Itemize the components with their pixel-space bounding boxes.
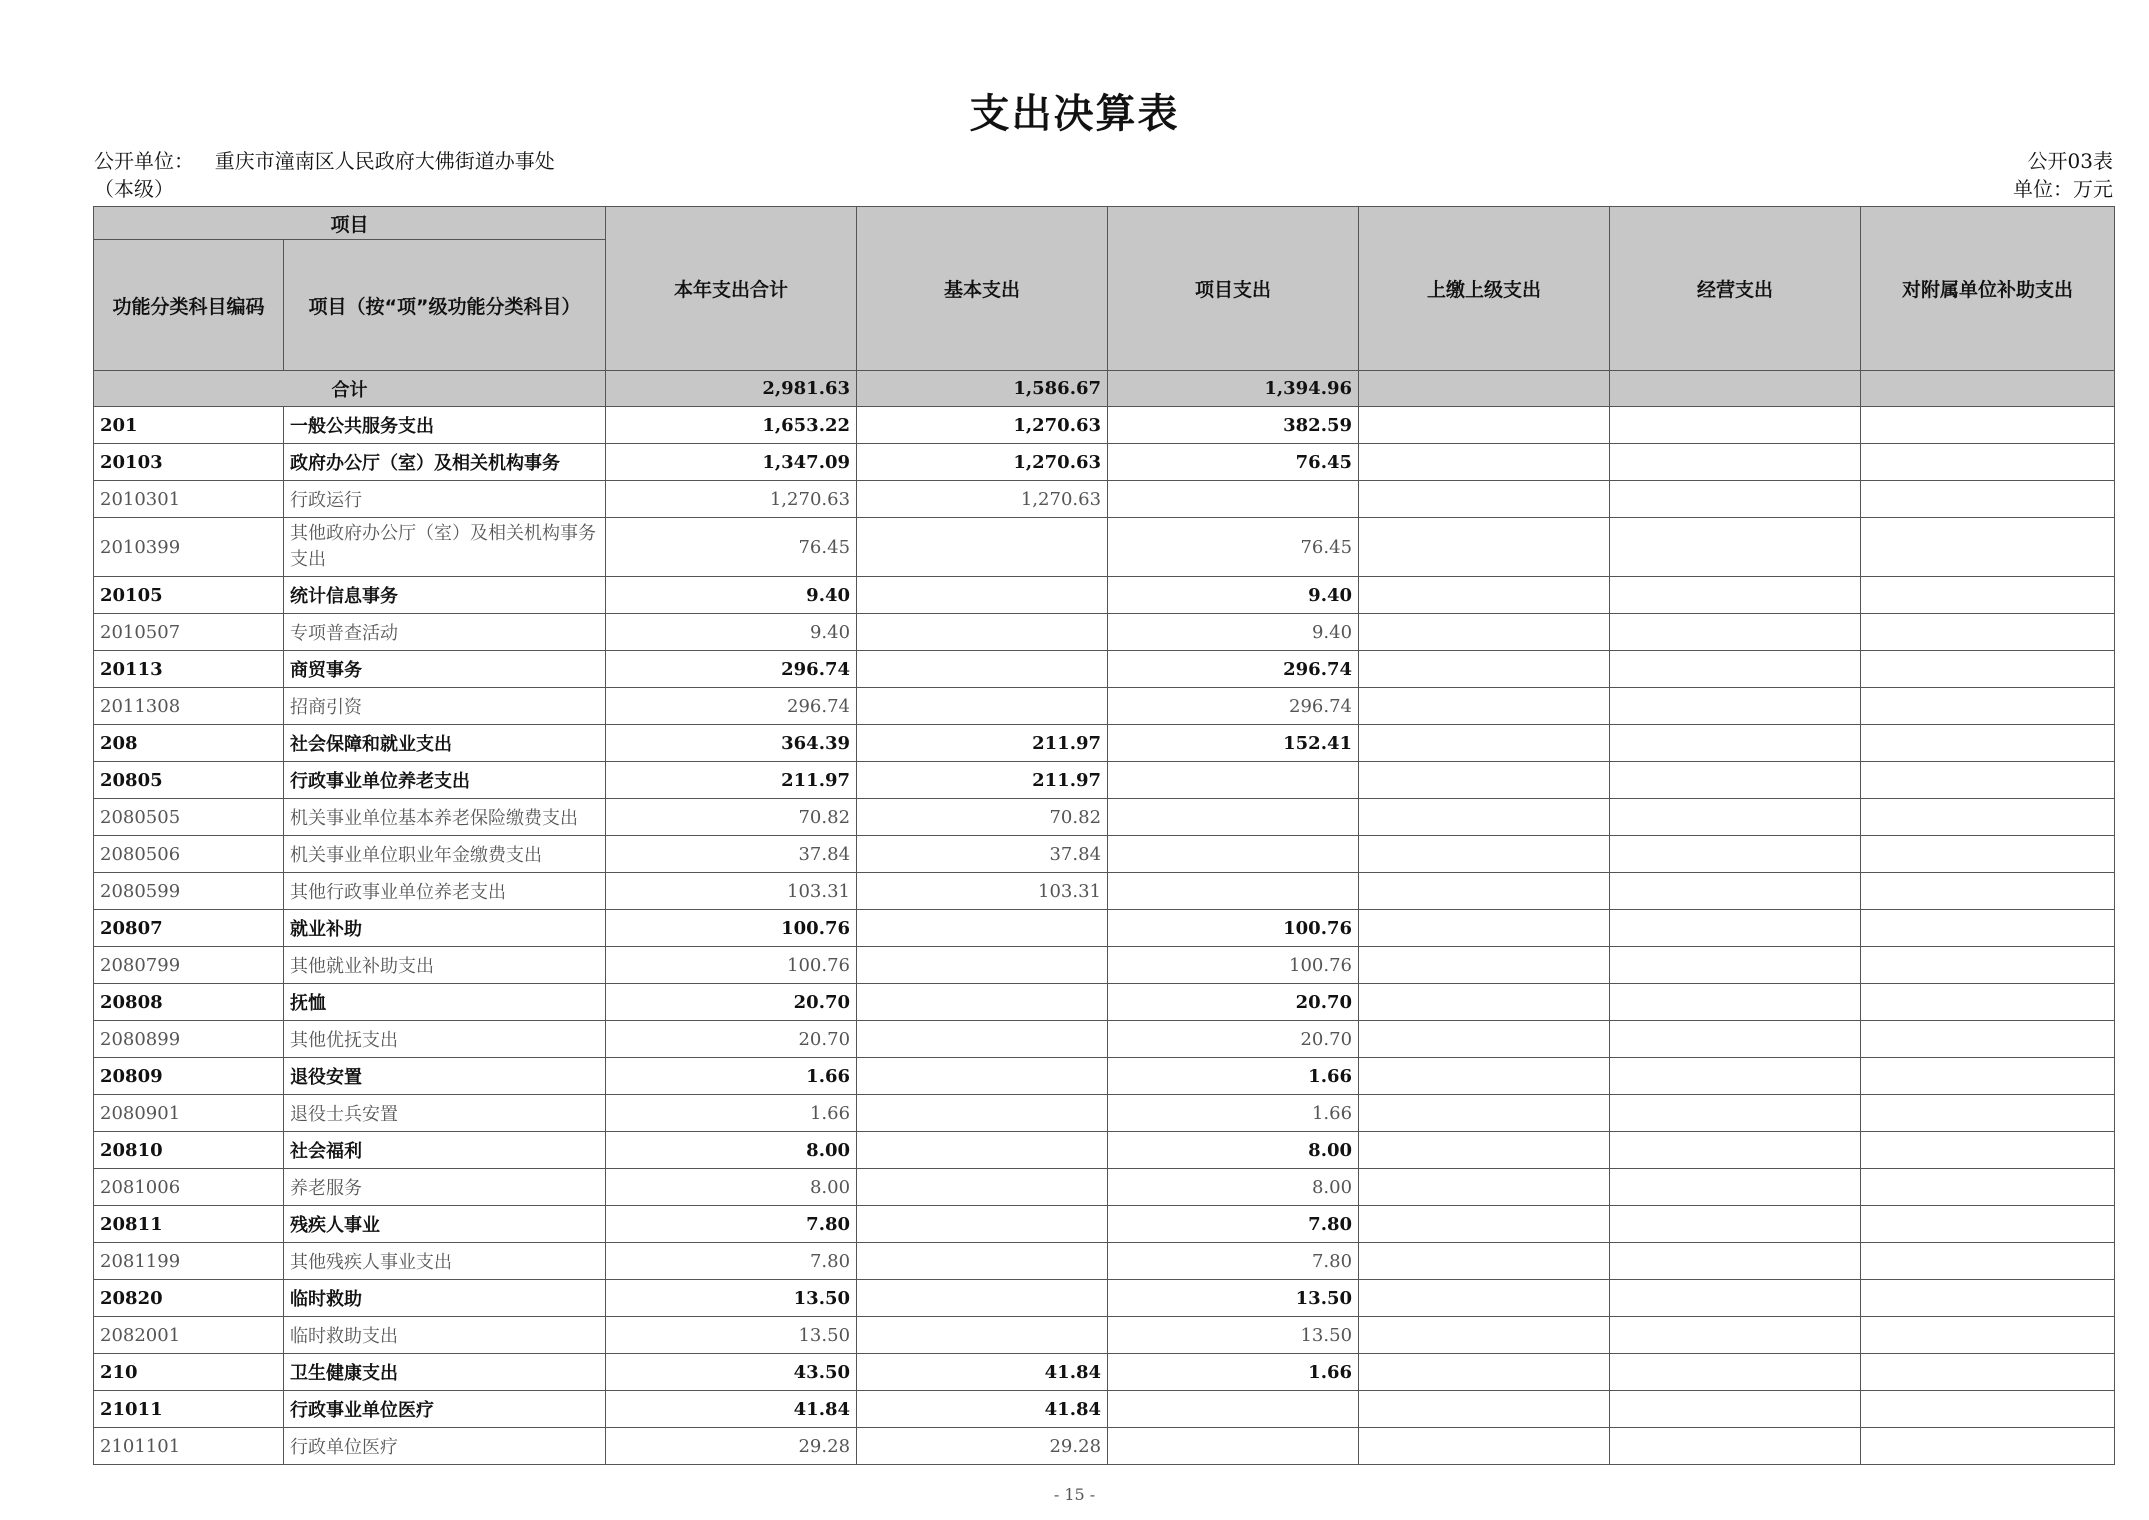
row-basic: 1,270.63 — [857, 481, 1108, 518]
row-subsidy — [1861, 725, 2115, 762]
table-row — [94, 1169, 2115, 1206]
row-business — [1610, 407, 1861, 444]
row-basic — [857, 1206, 1108, 1243]
row-business — [1610, 1058, 1861, 1095]
row-basic — [857, 1280, 1108, 1317]
row-basic — [857, 984, 1108, 1021]
row-basic — [857, 1243, 1108, 1280]
row-name: 一般公共服务支出 — [284, 407, 606, 444]
row-total: 43.50 — [606, 1354, 857, 1391]
row-subsidy — [1861, 1243, 2115, 1280]
row-upper — [1359, 651, 1610, 688]
table-row — [94, 481, 2115, 518]
row-code: 2010301 — [94, 481, 284, 518]
row-subsidy — [1861, 799, 2115, 836]
row-subsidy — [1861, 577, 2115, 614]
row-subsidy — [1861, 651, 2115, 688]
row-code: 21011 — [94, 1391, 284, 1428]
row-subsidy — [1861, 1391, 2115, 1428]
table-row — [94, 577, 2115, 614]
row-name: 行政单位医疗 — [284, 1428, 606, 1465]
row-upper — [1359, 1391, 1610, 1428]
table-meta — [2013, 147, 2113, 203]
row-upper — [1359, 1354, 1610, 1391]
row-subsidy — [1861, 947, 2115, 984]
row-upper — [1359, 1280, 1610, 1317]
row-code: 20807 — [94, 910, 284, 947]
table-row — [94, 1391, 2115, 1428]
row-name: 其他就业补助支出 — [284, 947, 606, 984]
row-basic — [857, 1095, 1108, 1132]
row-name: 其他政府办公厅（室）及相关机构事务支出 — [284, 518, 606, 577]
row-code: 20113 — [94, 651, 284, 688]
row-basic: 70.82 — [857, 799, 1108, 836]
row-basic — [857, 1317, 1108, 1354]
row-total: 9.40 — [606, 614, 857, 651]
row-total: 100.76 — [606, 910, 857, 947]
row-code: 20820 — [94, 1280, 284, 1317]
row-project: 13.50 — [1108, 1280, 1359, 1317]
row-upper — [1359, 910, 1610, 947]
row-project: 382.59 — [1108, 407, 1359, 444]
header-total: 本年支出合计 — [606, 207, 857, 371]
unit-level: （本级） — [94, 177, 174, 201]
row-business — [1610, 984, 1861, 1021]
row-total: 100.76 — [606, 947, 857, 984]
row-upper — [1359, 762, 1610, 799]
row-total: 13.50 — [606, 1280, 857, 1317]
table-row — [94, 1243, 2115, 1280]
row-project: 296.74 — [1108, 688, 1359, 725]
row-basic — [857, 518, 1108, 577]
row-business — [1610, 799, 1861, 836]
header-name: 项目（按“项”级功能分类科目） — [284, 240, 606, 371]
row-business — [1610, 947, 1861, 984]
row-basic — [857, 1169, 1108, 1206]
row-basic — [857, 1058, 1108, 1095]
row-upper — [1359, 407, 1610, 444]
row-total: 1,270.63 — [606, 481, 857, 518]
row-total: 1.66 — [606, 1058, 857, 1095]
row-total: 296.74 — [606, 651, 857, 688]
row-code: 208 — [94, 725, 284, 762]
row-code: 20805 — [94, 762, 284, 799]
row-name: 行政事业单位养老支出 — [284, 762, 606, 799]
row-name: 行政事业单位医疗 — [284, 1391, 606, 1428]
row-subsidy — [1861, 762, 2115, 799]
row-project: 100.76 — [1108, 910, 1359, 947]
sum-basic: 1,586.67 — [857, 371, 1108, 407]
row-subsidy — [1861, 481, 2115, 518]
table-row — [94, 873, 2115, 910]
row-code: 20105 — [94, 577, 284, 614]
row-total: 41.84 — [606, 1391, 857, 1428]
row-total: 211.97 — [606, 762, 857, 799]
row-name: 临时救助支出 — [284, 1317, 606, 1354]
table-row — [94, 1354, 2115, 1391]
sum-project: 1,394.96 — [1108, 371, 1359, 407]
row-basic — [857, 1132, 1108, 1169]
row-upper — [1359, 1058, 1610, 1095]
header-project: 项目 — [94, 207, 606, 240]
row-name: 养老服务 — [284, 1169, 606, 1206]
row-project: 7.80 — [1108, 1206, 1359, 1243]
row-subsidy — [1861, 910, 2115, 947]
row-upper — [1359, 947, 1610, 984]
row-basic — [857, 947, 1108, 984]
row-total: 7.80 — [606, 1206, 857, 1243]
row-upper — [1359, 1132, 1610, 1169]
row-subsidy — [1861, 873, 2115, 910]
table-row — [94, 1021, 2115, 1058]
row-upper — [1359, 799, 1610, 836]
row-project — [1108, 799, 1359, 836]
row-upper — [1359, 577, 1610, 614]
row-business — [1610, 1428, 1861, 1465]
row-name: 退役士兵安置 — [284, 1095, 606, 1132]
table-body — [94, 371, 2115, 1465]
row-upper — [1359, 481, 1610, 518]
row-project: 296.74 — [1108, 651, 1359, 688]
table-row — [94, 688, 2115, 725]
row-subsidy — [1861, 1132, 2115, 1169]
row-basic: 1,270.63 — [857, 444, 1108, 481]
row-basic: 29.28 — [857, 1428, 1108, 1465]
row-name: 社会福利 — [284, 1132, 606, 1169]
row-code: 2080899 — [94, 1021, 284, 1058]
sum-total: 2,981.63 — [606, 371, 857, 407]
row-total: 70.82 — [606, 799, 857, 836]
row-project — [1108, 1428, 1359, 1465]
row-upper — [1359, 873, 1610, 910]
row-business — [1610, 910, 1861, 947]
row-basic: 41.84 — [857, 1391, 1108, 1428]
row-name: 行政运行 — [284, 481, 606, 518]
row-name: 卫生健康支出 — [284, 1354, 606, 1391]
row-basic: 37.84 — [857, 836, 1108, 873]
row-business — [1610, 1169, 1861, 1206]
row-name: 机关事业单位职业年金缴费支出 — [284, 836, 606, 873]
row-upper — [1359, 725, 1610, 762]
table-row — [94, 518, 2115, 577]
row-upper — [1359, 1428, 1610, 1465]
page-number: - 15 - — [1053, 1485, 1096, 1504]
row-code: 2082001 — [94, 1317, 284, 1354]
row-total: 20.70 — [606, 1021, 857, 1058]
row-project — [1108, 836, 1359, 873]
row-code: 2080505 — [94, 799, 284, 836]
header-subsidy: 对附属单位补助支出 — [1861, 207, 2115, 371]
row-name: 其他优抚支出 — [284, 1021, 606, 1058]
row-upper — [1359, 1317, 1610, 1354]
row-upper — [1359, 836, 1610, 873]
row-subsidy — [1861, 1428, 2115, 1465]
row-total: 20.70 — [606, 984, 857, 1021]
row-project: 1.66 — [1108, 1058, 1359, 1095]
row-total: 1,347.09 — [606, 444, 857, 481]
row-name: 其他残疾人事业支出 — [284, 1243, 606, 1280]
row-total: 8.00 — [606, 1169, 857, 1206]
row-subsidy — [1861, 984, 2115, 1021]
reporting-unit — [94, 147, 555, 203]
row-total: 296.74 — [606, 688, 857, 725]
sum-business — [1610, 371, 1861, 407]
row-name: 商贸事务 — [284, 651, 606, 688]
row-upper — [1359, 1095, 1610, 1132]
row-basic — [857, 1021, 1108, 1058]
row-project: 7.80 — [1108, 1243, 1359, 1280]
row-total: 1.66 — [606, 1095, 857, 1132]
row-project: 20.70 — [1108, 1021, 1359, 1058]
row-code: 2010399 — [94, 518, 284, 577]
row-basic: 211.97 — [857, 725, 1108, 762]
row-project: 1.66 — [1108, 1354, 1359, 1391]
row-business — [1610, 1391, 1861, 1428]
row-code: 2011308 — [94, 688, 284, 725]
row-name: 其他行政事业单位养老支出 — [284, 873, 606, 910]
table-row — [94, 947, 2115, 984]
row-subsidy — [1861, 407, 2115, 444]
row-project: 13.50 — [1108, 1317, 1359, 1354]
row-business — [1610, 577, 1861, 614]
row-code: 2080901 — [94, 1095, 284, 1132]
table-row — [94, 762, 2115, 799]
row-business — [1610, 1354, 1861, 1391]
row-basic — [857, 688, 1108, 725]
row-upper — [1359, 1243, 1610, 1280]
header-upper-remittance: 上缴上级支出 — [1359, 207, 1610, 371]
row-total: 7.80 — [606, 1243, 857, 1280]
table-row — [94, 1428, 2115, 1465]
row-upper — [1359, 1206, 1610, 1243]
row-code: 20103 — [94, 444, 284, 481]
row-business — [1610, 1317, 1861, 1354]
row-basic — [857, 577, 1108, 614]
row-name: 抚恤 — [284, 984, 606, 1021]
row-business — [1610, 762, 1861, 799]
row-basic: 103.31 — [857, 873, 1108, 910]
reporting-unit-line — [94, 147, 555, 175]
row-subsidy — [1861, 1095, 2115, 1132]
unit-name: 重庆市潼南区人民政府大佛街道办事处 — [214, 149, 555, 173]
sum-label: 合计 — [94, 371, 606, 407]
row-basic — [857, 614, 1108, 651]
table-row — [94, 444, 2115, 481]
row-total: 9.40 — [606, 577, 857, 614]
table-row — [94, 1206, 2115, 1243]
row-subsidy — [1861, 1354, 2115, 1391]
row-project: 1.66 — [1108, 1095, 1359, 1132]
row-code: 2080506 — [94, 836, 284, 873]
row-business — [1610, 1243, 1861, 1280]
table-row — [94, 1095, 2115, 1132]
row-project: 76.45 — [1108, 518, 1359, 577]
unit-label: 公开单位： — [94, 149, 194, 173]
table-row — [94, 910, 2115, 947]
row-code: 2010507 — [94, 614, 284, 651]
row-code: 2081006 — [94, 1169, 284, 1206]
row-upper — [1359, 688, 1610, 725]
header-business: 经营支出 — [1610, 207, 1861, 371]
row-subsidy — [1861, 1317, 2115, 1354]
row-business — [1610, 836, 1861, 873]
row-code: 2081199 — [94, 1243, 284, 1280]
row-business — [1610, 873, 1861, 910]
row-total: 8.00 — [606, 1132, 857, 1169]
row-subsidy — [1861, 836, 2115, 873]
row-name: 退役安置 — [284, 1058, 606, 1095]
table-row — [94, 614, 2115, 651]
row-business — [1610, 614, 1861, 651]
row-name: 专项普查活动 — [284, 614, 606, 651]
row-name: 就业补助 — [284, 910, 606, 947]
row-code: 2080799 — [94, 947, 284, 984]
currency-unit: 单位：万元 — [2013, 177, 2113, 201]
header-code: 功能分类科目编码 — [94, 240, 284, 371]
row-project: 8.00 — [1108, 1169, 1359, 1206]
row-business — [1610, 444, 1861, 481]
row-total: 1,653.22 — [606, 407, 857, 444]
row-code: 201 — [94, 407, 284, 444]
row-name: 社会保障和就业支出 — [284, 725, 606, 762]
row-upper — [1359, 984, 1610, 1021]
row-basic: 1,270.63 — [857, 407, 1108, 444]
row-project: 9.40 — [1108, 614, 1359, 651]
row-basic — [857, 910, 1108, 947]
row-subsidy — [1861, 1021, 2115, 1058]
table-row — [94, 836, 2115, 873]
table-row — [94, 725, 2115, 762]
row-code: 20808 — [94, 984, 284, 1021]
table-row — [94, 651, 2115, 688]
row-total: 13.50 — [606, 1317, 857, 1354]
row-code: 210 — [94, 1354, 284, 1391]
row-subsidy — [1861, 1280, 2115, 1317]
table-number: 公开03表 — [2027, 149, 2113, 173]
row-business — [1610, 1095, 1861, 1132]
row-upper — [1359, 518, 1610, 577]
row-basic — [857, 651, 1108, 688]
row-subsidy — [1861, 1169, 2115, 1206]
row-project — [1108, 762, 1359, 799]
row-basic: 211.97 — [857, 762, 1108, 799]
expenditure-table — [93, 206, 2115, 1465]
row-project: 100.76 — [1108, 947, 1359, 984]
row-business — [1610, 651, 1861, 688]
row-code: 2080599 — [94, 873, 284, 910]
row-business — [1610, 481, 1861, 518]
sum-row — [94, 371, 2115, 407]
row-code: 20810 — [94, 1132, 284, 1169]
row-business — [1610, 688, 1861, 725]
row-total: 364.39 — [606, 725, 857, 762]
table-row — [94, 407, 2115, 444]
row-project: 152.41 — [1108, 725, 1359, 762]
row-name: 政府办公厅（室）及相关机构事务 — [284, 444, 606, 481]
row-business — [1610, 725, 1861, 762]
row-project: 9.40 — [1108, 577, 1359, 614]
table-row — [94, 984, 2115, 1021]
row-name: 临时救助 — [284, 1280, 606, 1317]
row-business — [1610, 1206, 1861, 1243]
row-business — [1610, 1280, 1861, 1317]
sum-subsidy — [1861, 371, 2115, 407]
row-upper — [1359, 1169, 1610, 1206]
row-total: 37.84 — [606, 836, 857, 873]
row-code: 20811 — [94, 1206, 284, 1243]
row-code: 20809 — [94, 1058, 284, 1095]
row-name: 机关事业单位基本养老保险缴费支出 — [284, 799, 606, 836]
header-project-expenditure: 项目支出 — [1108, 207, 1359, 371]
row-project: 76.45 — [1108, 444, 1359, 481]
row-upper — [1359, 614, 1610, 651]
row-business — [1610, 518, 1861, 577]
row-name: 统计信息事务 — [284, 577, 606, 614]
row-subsidy — [1861, 688, 2115, 725]
row-upper — [1359, 1021, 1610, 1058]
row-name: 招商引资 — [284, 688, 606, 725]
row-subsidy — [1861, 614, 2115, 651]
row-subsidy — [1861, 1206, 2115, 1243]
row-total: 76.45 — [606, 518, 857, 577]
header-basic: 基本支出 — [857, 207, 1108, 371]
row-name: 残疾人事业 — [284, 1206, 606, 1243]
table-row — [94, 799, 2115, 836]
row-project — [1108, 481, 1359, 518]
row-code: 2101101 — [94, 1428, 284, 1465]
row-project: 20.70 — [1108, 984, 1359, 1021]
row-total: 29.28 — [606, 1428, 857, 1465]
row-business — [1610, 1021, 1861, 1058]
row-total: 103.31 — [606, 873, 857, 910]
table-row — [94, 1132, 2115, 1169]
table-row — [94, 1280, 2115, 1317]
row-basic: 41.84 — [857, 1354, 1108, 1391]
row-subsidy — [1861, 518, 2115, 577]
sum-upper — [1359, 371, 1610, 407]
row-upper — [1359, 444, 1610, 481]
row-project — [1108, 1391, 1359, 1428]
table-row — [94, 1317, 2115, 1354]
row-subsidy — [1861, 444, 2115, 481]
row-subsidy — [1861, 1058, 2115, 1095]
page-title: 支出决算表 — [969, 91, 1180, 137]
row-business — [1610, 1132, 1861, 1169]
table-row — [94, 1058, 2115, 1095]
row-project — [1108, 873, 1359, 910]
row-project: 8.00 — [1108, 1132, 1359, 1169]
